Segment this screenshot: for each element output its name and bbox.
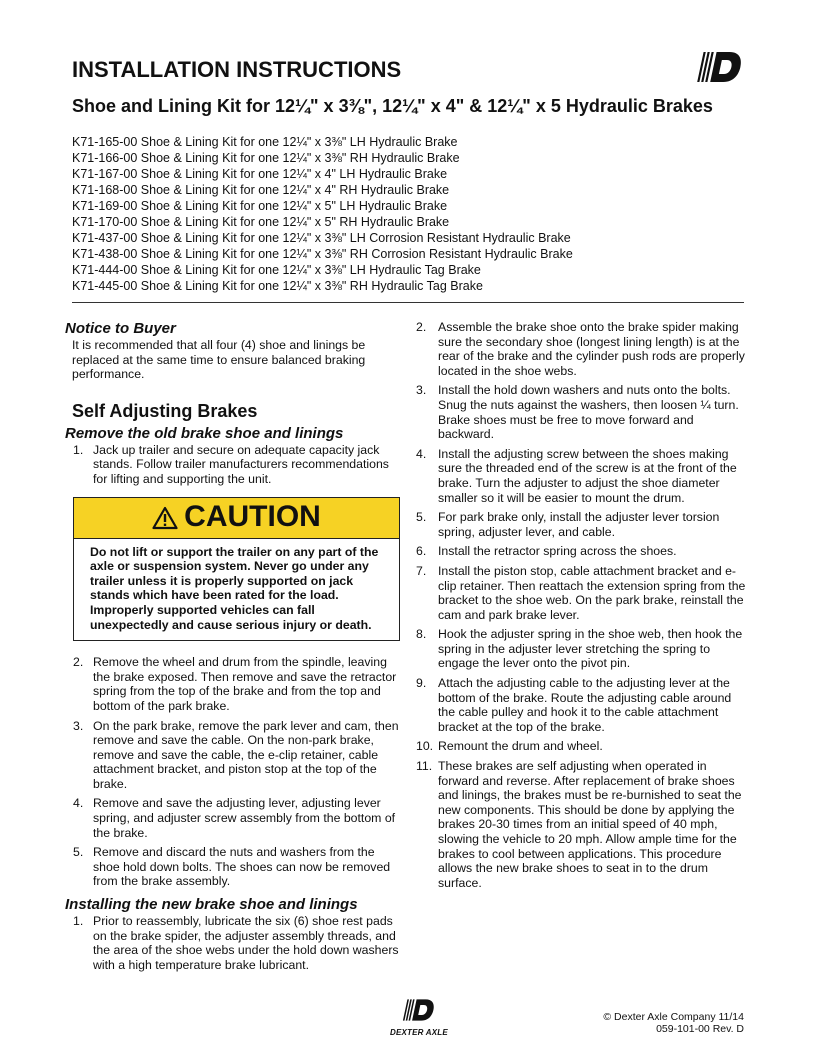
install-step	[416, 447, 748, 505]
footer-brand: DEXTER AXLE	[390, 1028, 448, 1037]
remove-step	[65, 443, 400, 487]
install-step	[65, 914, 400, 972]
step-text: Install the adjusting screw between the shoes making sure the threaded end of the screw is at the front of the brake. Turn the adjuster to adjust the shoe diameter smaller so it will be easier to mount the drum.	[438, 446, 737, 505]
kit-item: K71-170-00 Shoe & Lining Kit for one 12¼" x 5" RH Hydraulic Brake	[72, 215, 450, 229]
step-number: 9.	[416, 676, 427, 691]
document-number: 059-101-00 Rev. D	[656, 1023, 744, 1035]
install-step	[416, 383, 748, 441]
install-step	[416, 739, 748, 754]
install-steps-continued	[416, 320, 748, 890]
notice-heading: Notice to Buyer	[65, 320, 176, 337]
step-number: 5.	[73, 845, 84, 860]
remove-step	[65, 719, 400, 792]
install-heading: Installing the new brake shoe and linings	[65, 896, 358, 914]
kit-item: K71-168-00 Shoe & Lining Kit for one 12¼" x 4" RH Hydraulic Brake	[72, 183, 450, 197]
install-step	[416, 627, 748, 671]
step-number: 3.	[416, 383, 427, 398]
step-number: 1.	[73, 442, 84, 457]
notice-text: It is recommended that all four (4) shoe and linings be replaced at the same time to ensure balanced braking performance.	[72, 338, 366, 382]
install-step	[416, 564, 748, 622]
left-column	[65, 320, 400, 972]
footer-logo	[390, 998, 448, 1037]
remove-step	[65, 796, 400, 840]
install-step	[416, 510, 748, 539]
step-text: These brakes are self adjusting when operated in forward and reverse. After replacement of brake shoes and linings, the brakes must be re-burnished to seat the new components. This should be done by applying the brakes 20-30 times from an initial speed of 40 mph, slowing the vehicle to 20 mph. Allow ample time for the brakes to cool between applications. This procedure allows the new brake shoes to seat in to the drum surface.	[438, 759, 742, 890]
kit-item: K71-165-00 Shoe & Lining Kit for one 12¼" x 3⅜" LH Hydraulic Brake	[72, 135, 458, 149]
document-subtitle: Shoe and Lining Kit for 12¼" x 3⅜", 12¼" x 4" & 12¼" x 5 Hydraulic Brakes	[72, 96, 713, 116]
kit-item: K71-437-00 Shoe & Lining Kit for one 12¼" x 3⅜" LH Corrosion Resistant Hydraulic Brake	[72, 231, 571, 245]
kit-item: K71-445-00 Shoe & Lining Kit for one 12¼" x 3⅜" RH Hydraulic Tag Brake	[72, 279, 483, 293]
step-number: 3.	[73, 718, 84, 733]
dexter-logo	[696, 50, 744, 89]
step-number: 10.	[416, 739, 434, 754]
step-number: 6.	[416, 544, 427, 559]
step-text: Remove and save the adjusting lever, adjusting lever spring, and adjuster screw assembly from the bottom of the brake.	[93, 796, 396, 840]
caution-header	[74, 498, 399, 539]
step-text: Jack up trailer and secure on adequate capacity jack stands. Follow trailer manufacturers recommendations for lifting and supporting the unit.	[93, 442, 389, 486]
caution-label: CAUTION	[184, 500, 321, 534]
step-number: 5.	[416, 510, 427, 525]
right-column	[416, 320, 748, 890]
step-text: Remove the wheel and drum from the spindle, leaving the brake exposed. Then remove and save the retractor spring from the top of the brake and from the top and bottom of the park brake.	[93, 655, 397, 713]
install-step	[416, 320, 748, 378]
copyright: © Dexter Axle Company 11/14	[603, 1011, 744, 1023]
step-number: 7.	[416, 563, 427, 578]
kit-item: K71-169-00 Shoe & Lining Kit for one 12¼" x 5" LH Hydraulic Brake	[72, 199, 448, 213]
step-number: 2.	[73, 655, 84, 670]
step-text: Install the piston stop, cable attachment bracket and e-clip retainer. Then reattach the extension spring from the bracket to the shoe web. On the park brake, reinstall the cam and park brake lever.	[438, 563, 746, 622]
divider	[72, 302, 744, 303]
step-number: 1.	[73, 914, 84, 929]
step-text: On the park brake, remove the park lever and cam, then remove and save the cable. On the non-park brake, remove and save the cable, the e-clip retainer, cable attachment bracket, and piston stop at the top of the brake.	[93, 718, 399, 791]
install-step	[416, 759, 748, 890]
remove-steps-start	[65, 443, 400, 487]
kit-item: K71-444-00 Shoe & Lining Kit for one 12¼" x 3⅜" LH Hydraulic Tag Brake	[72, 263, 481, 277]
step-text: Install the hold down washers and nuts onto the bolts. Snug the nuts against the washers, then loosen ¼ turn. Brake shoes must be free to move forward and backward.	[438, 383, 739, 442]
step-number: 4.	[416, 446, 427, 461]
dexter-logo-icon	[696, 50, 744, 84]
step-text: Remove and discard the nuts and washers from the shoe hold down bolts. The shoes can now be removed from the brake assembly.	[93, 845, 391, 889]
step-text: Hook the adjuster spring in the shoe web, then hook the spring in the adjuster lever stretching the spring to engage the lever onto the pivot pin.	[438, 627, 743, 671]
install-step	[416, 544, 748, 559]
remove-steps-rest	[65, 655, 400, 889]
self-adjusting-heading: Self Adjusting Brakes	[72, 400, 258, 421]
step-text: Prior to reassembly, lubricate the six (6) shoe rest pads on the brake spider, the adjuster assembly threads, and the area of the shoe webs under the hold down washers with a high temperature brake lubricant.	[93, 914, 399, 972]
caution-box	[73, 497, 400, 642]
step-number: 11.	[416, 759, 433, 774]
kit-item: K71-167-00 Shoe & Lining Kit for one 12¼" x 4" LH Hydraulic Brake	[72, 167, 448, 181]
step-text: Remount the drum and wheel.	[438, 739, 603, 754]
install-step	[416, 676, 748, 734]
step-text: Assemble the brake shoe onto the brake spider making sure the secondary shoe (longest lining length) is at the rear of the brake and the cylinder push rods are properly located in the shoe webs.	[438, 320, 745, 378]
remove-step	[65, 845, 400, 889]
document-title: INSTALLATION INSTRUCTIONS	[72, 57, 402, 82]
step-number: 2.	[416, 320, 427, 334]
caution-text: Do not lift or support the trailer on any part of the axle or suspension system. Never go under any trailer unless it is properly supported on jack stands which have been rated for the load. Improperly supported vehicles can fall unexpectedly and cause serious injury or death.	[90, 544, 379, 632]
warning-triangle-icon	[152, 506, 178, 530]
kit-item: K71-438-00 Shoe & Lining Kit for one 12¼" x 3⅜" RH Corrosion Resistant Hydraulic Brake	[72, 247, 573, 261]
remove-step	[65, 655, 400, 713]
step-text: For park brake only, install the adjuster lever torsion spring, adjuster lever, and cable.	[438, 510, 720, 539]
step-number: 4.	[73, 796, 84, 811]
kit-item: K71-166-00 Shoe & Lining Kit for one 12¼" x 3⅜" RH Hydraulic Brake	[72, 151, 460, 165]
kit-list	[72, 134, 573, 294]
step-text: Attach the adjusting cable to the adjusting lever at the bottom of the brake. Route the adjusting cable around the cable pulley and hook it to the cable attachment bracket at the top of the brake.	[438, 676, 732, 734]
dexter-logo-icon	[399, 998, 439, 1022]
remove-heading: Remove the old brake shoe and linings	[65, 424, 344, 442]
step-text: Install the retractor spring across the shoes.	[438, 544, 677, 559]
step-number: 8.	[416, 627, 427, 642]
footer-info	[603, 1011, 744, 1035]
install-steps-start	[65, 914, 400, 972]
